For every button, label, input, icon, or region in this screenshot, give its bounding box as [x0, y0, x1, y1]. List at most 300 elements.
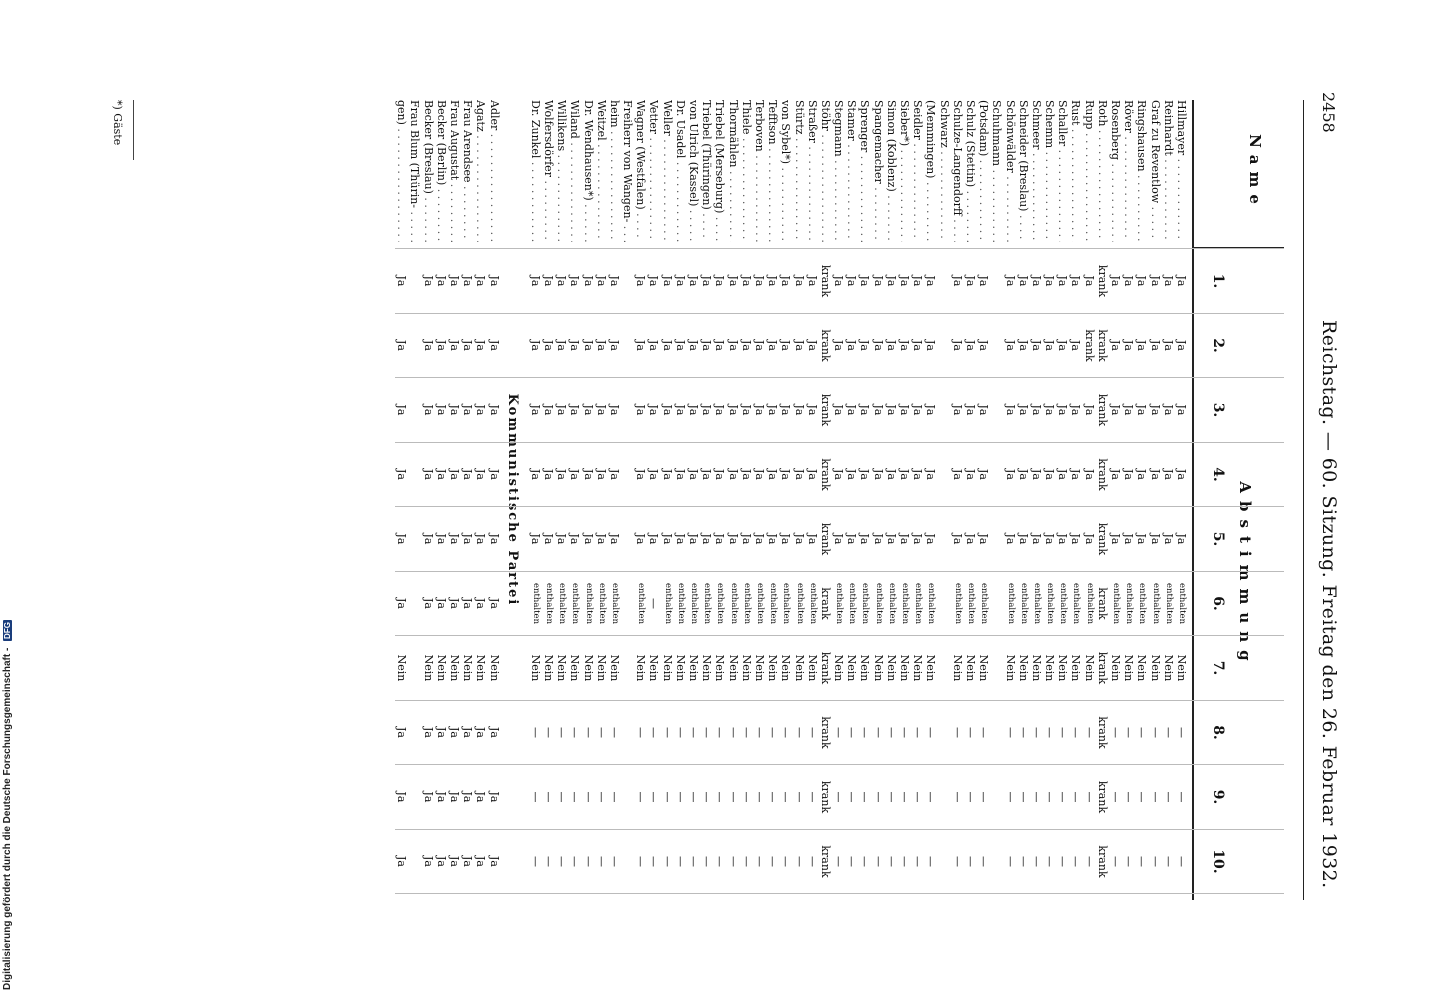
vote-cell: —	[898, 856, 912, 867]
vote-cell: Nein	[421, 654, 435, 682]
vote-cell: Nein	[1109, 654, 1123, 682]
vote-cell: Ja	[964, 533, 977, 545]
vote-number-2: 2.	[1210, 338, 1226, 353]
vote-cell: Ja	[700, 275, 714, 287]
digitization-credit	[0, 0, 20, 1000]
table-row	[898, 100, 911, 900]
member-name: Dr. Zunkel . . .	[529, 100, 542, 242]
table-row	[1096, 100, 1109, 900]
credit-text: Digitalisierung gefördert durch die Deutsche Forschungsgemeinschaft -	[2, 647, 13, 990]
vote-cell: —	[753, 856, 766, 867]
vote-cell: Ja	[871, 340, 885, 351]
member-name: Willikens . . .	[555, 100, 568, 242]
vote-cell: Ja	[461, 533, 475, 545]
vote-cell: Ja	[1029, 469, 1043, 480]
vote-cell: enthalten	[834, 582, 845, 625]
vote-cell: —	[753, 791, 766, 803]
vote-cell: Ja	[845, 533, 859, 545]
vote-cell: Nein	[1175, 654, 1188, 682]
vote-cell: Ja	[474, 340, 488, 351]
vote-cell: Ja	[1148, 340, 1162, 351]
vote-cell: Nein	[555, 654, 569, 682]
vote-cell: Ja	[977, 404, 991, 416]
vote-cell: krank	[1095, 587, 1109, 620]
vote-cell: Ja	[634, 533, 648, 545]
vote-cell: enthalten	[1005, 582, 1016, 625]
vote-cell: Ja	[395, 598, 409, 609]
vote-cell: Ja	[607, 340, 621, 351]
vote-cell: Ja	[434, 727, 448, 738]
vote-cell: Ja	[660, 275, 674, 287]
vote-cell: Ja	[871, 404, 885, 416]
vote-cell: —	[647, 856, 661, 867]
vote-cell: —	[673, 727, 687, 738]
vote-cell: —	[845, 791, 859, 803]
table-row	[713, 100, 726, 900]
member-name: Schemm . . .	[1043, 100, 1056, 242]
member-name: Tefftson . . .	[766, 100, 779, 242]
vote-cell: Ja	[487, 727, 501, 738]
vote-cell: Ja	[542, 469, 555, 480]
vote-cell: Ja	[1161, 533, 1175, 545]
vote-cell: Ja	[713, 340, 727, 351]
vote-cell: —	[964, 791, 977, 803]
member-name: Weitzel . . .	[595, 100, 608, 242]
vote-cell: Ja	[434, 856, 448, 867]
vote-cell: enthalten	[979, 582, 990, 625]
member-name: Dr. Wendhausen*) . . .	[581, 100, 594, 242]
vote-cell: Ja	[898, 404, 912, 416]
vote-cell: krank	[1095, 329, 1109, 362]
vote-cell: enthalten	[966, 582, 976, 625]
vote-cell: Ja	[542, 340, 555, 351]
member-name: Thiele . . .	[740, 100, 753, 242]
vote-cell: —	[805, 727, 819, 738]
table-row	[448, 100, 461, 900]
vote-cell: Ja	[911, 469, 925, 480]
vote-cell: Nein	[660, 654, 674, 682]
vote-number-1: 1.	[1210, 273, 1226, 289]
header-bottom-rule	[1192, 100, 1194, 900]
vote-cell: Nein	[673, 654, 687, 682]
member-name: Triebel (Merseburg) . . .	[713, 100, 726, 242]
vote-cell: Ja	[779, 404, 793, 416]
vote-cell: Nein	[647, 654, 661, 682]
vote-cell: Nein	[1161, 654, 1175, 682]
vote-cell: —	[634, 727, 648, 738]
vote-cell: Ja	[700, 340, 714, 351]
vote-cell: —	[1109, 856, 1123, 867]
vote-cell: —	[1056, 727, 1070, 738]
table-row	[542, 100, 555, 900]
vote-cell: Ja	[607, 469, 621, 480]
member-name: Straßer . . .	[806, 100, 819, 242]
vote-cell: —	[739, 856, 753, 867]
vote-cell: enthalten	[583, 582, 594, 625]
vote-cell: enthalten	[662, 582, 673, 625]
vote-cell: —	[581, 856, 595, 867]
vote-number-7: 7.	[1210, 660, 1226, 676]
vote-cell: —	[634, 856, 648, 867]
vote-cell: Nein	[726, 654, 740, 682]
vote-cell: Ja	[687, 404, 701, 416]
column-divider	[395, 571, 1284, 572]
vote-cell: Ja	[448, 275, 462, 287]
table-row	[647, 100, 660, 900]
vote-cell: Ja	[884, 340, 898, 351]
vote-cell: Ja	[1043, 340, 1057, 351]
vote-cell: Ja	[1029, 275, 1043, 287]
vote-cell: —	[924, 856, 938, 867]
vote-cell: enthalten	[557, 582, 568, 625]
vote-cell: —	[700, 727, 714, 738]
vote-number-5: 5.	[1210, 531, 1226, 547]
vote-cell: —	[607, 727, 621, 738]
table-row	[568, 100, 581, 900]
vote-cell: Ja	[581, 469, 595, 480]
vote-cell: Nein	[753, 654, 766, 682]
vote-cell: Ja	[911, 340, 925, 351]
vote-cell: enthalten	[768, 582, 779, 625]
vote-cell: Ja	[673, 469, 687, 480]
vote-cell: Nein	[884, 654, 898, 682]
vote-cell: Ja	[647, 533, 661, 545]
vote-cell: krank	[818, 651, 832, 685]
vote-cell: Ja	[594, 404, 608, 416]
table-row	[792, 100, 805, 900]
vote-cell: Ja	[1082, 469, 1096, 480]
vote-cell: krank	[1095, 845, 1109, 878]
member-name: Graf zu Reventlow . . .	[1148, 100, 1161, 242]
vote-cell: enthalten	[530, 582, 541, 625]
vote-cell: Ja	[395, 340, 409, 351]
table-row	[1003, 100, 1016, 900]
table-row	[819, 100, 832, 900]
vote-number-3: 3.	[1210, 402, 1226, 418]
member-name: von Sybel*) . . .	[779, 100, 792, 242]
vote-cell: Ja	[805, 340, 819, 351]
vote-cell: —	[977, 791, 991, 803]
vote-cell: Ja	[1016, 340, 1030, 351]
vote-cell: Ja	[1082, 404, 1096, 416]
vote-cell: enthalten	[636, 582, 647, 625]
vote-cell: enthalten	[689, 582, 700, 625]
vote-cell: krank	[818, 845, 832, 878]
vote-cell: enthalten	[873, 582, 884, 625]
vote-cell: —	[1003, 791, 1017, 803]
vote-cell: Ja	[832, 275, 846, 287]
vote-cell: —	[779, 791, 793, 803]
vote-cell: Ja	[1069, 340, 1083, 351]
vote-cell: Ja	[1135, 533, 1149, 545]
vote-cell: Nein	[1148, 654, 1162, 682]
table-row	[1162, 100, 1175, 900]
vote-cell: —	[542, 856, 555, 867]
vote-cell: krank	[818, 393, 832, 427]
vote-cell: —	[805, 791, 819, 803]
member-name: Schwarz . . .	[937, 100, 950, 242]
party-section-title: Kommunistische Partei	[504, 393, 520, 607]
vote-cell: Ja	[1135, 404, 1149, 416]
vote-cell: Ja	[700, 404, 714, 416]
page-header	[1310, 0, 1350, 1000]
vote-cell: enthalten	[900, 582, 911, 625]
member-name: Rosenberg . . .	[1109, 100, 1122, 242]
name-column-header: Name	[1246, 134, 1264, 211]
table-row	[634, 100, 647, 900]
vote-cell: Nein	[713, 654, 727, 682]
vote-cell: Ja	[753, 340, 766, 351]
vote-number-10: 10.	[1210, 849, 1226, 874]
member-name: Rust . . .	[1069, 100, 1082, 242]
vote-cell: Ja	[474, 469, 488, 480]
vote-cell: Ja	[434, 404, 448, 416]
vote-cell: Ja	[1122, 404, 1136, 416]
vote-cell: —	[884, 856, 898, 867]
vote-cell: Ja	[487, 340, 501, 351]
vote-cell: Ja	[950, 340, 964, 351]
member-name: Sprenger . . .	[858, 100, 871, 242]
vote-cell: Ja	[884, 404, 898, 416]
vote-cell: —	[647, 791, 661, 803]
vote-cell: krank	[1095, 716, 1109, 749]
vote-cell: Ja	[805, 469, 819, 480]
vote-cell: Ja	[1043, 404, 1057, 416]
vote-cell: Ja	[739, 533, 753, 545]
vote-cell: Ja	[726, 533, 740, 545]
column-divider	[395, 829, 1284, 830]
vote-cell: Ja	[950, 533, 964, 545]
vote-cell: Nein	[474, 654, 488, 682]
member-name: Stürtz . . .	[792, 100, 805, 242]
vote-cell: Ja	[964, 404, 977, 416]
member-name: Triebel (Thüringen) . . .	[700, 100, 713, 242]
vote-cell: enthalten	[860, 582, 871, 625]
vote-cell: enthalten	[847, 582, 858, 625]
vote-cell: Nein	[634, 654, 648, 682]
column-divider	[395, 764, 1284, 765]
vote-cell: Ja	[779, 469, 793, 480]
vote-cell: Ja	[421, 727, 435, 738]
vote-cell: Ja	[687, 275, 701, 287]
vote-cell: Ja	[713, 533, 727, 545]
vote-cell: Ja	[542, 404, 555, 416]
vote-cell: —	[528, 791, 542, 803]
table-row	[595, 100, 608, 900]
vote-cell: —	[1069, 856, 1083, 867]
footnote-rule	[133, 100, 134, 160]
table-row	[1069, 100, 1082, 900]
vote-cell: —	[594, 856, 608, 867]
vote-cell: Ja	[1016, 404, 1030, 416]
vote-cell: krank	[1095, 393, 1109, 427]
vote-cell: Ja	[542, 533, 555, 545]
member-name: Dr. Usadel . . .	[674, 100, 687, 242]
vote-number-4: 4.	[1210, 467, 1226, 482]
vote-cell: Ja	[845, 275, 859, 287]
vote-cell: Ja	[528, 340, 542, 351]
member-name: (Potsdam) . . .	[977, 100, 990, 242]
vote-cell: Ja	[792, 533, 806, 545]
vote-cell: Ja	[634, 469, 648, 480]
vote-cell: Ja	[964, 469, 977, 480]
column-divider	[395, 442, 1284, 443]
vote-cell: —	[542, 791, 555, 803]
vote-cell: Ja	[792, 340, 806, 351]
vote-cell: enthalten	[1071, 582, 1082, 625]
vote-cell: enthalten	[1163, 582, 1174, 625]
table-row	[806, 100, 819, 900]
vote-cell: Ja	[434, 598, 448, 609]
vote-cell: Nein	[448, 654, 462, 682]
vote-cell: Ja	[542, 275, 555, 287]
vote-cell: krank	[1095, 651, 1109, 685]
vote-cell: —	[871, 727, 885, 738]
vote-cell: Ja	[673, 340, 687, 351]
vote-cell: Ja	[421, 404, 435, 416]
vote-cell: enthalten	[1137, 582, 1148, 625]
member-name: Stegmann . . .	[832, 100, 845, 242]
vote-cell: Ja	[950, 469, 964, 480]
vote-cell: Ja	[1069, 275, 1083, 287]
vote-cell: —	[739, 727, 753, 738]
running-title: Reichstag. — 60. Sitzung. Freitag den 26. Februar 1932.	[1318, 320, 1340, 889]
vote-cell: Ja	[898, 533, 912, 545]
member-name: Agatz . . .	[474, 100, 487, 242]
table-body	[395, 100, 1188, 900]
vote-cell: Nein	[924, 654, 938, 682]
vote-cell: Ja	[753, 469, 766, 480]
member-name: Reinhardt . . .	[1162, 100, 1175, 242]
member-name: Frau Augustat . . .	[448, 100, 461, 242]
vote-cell: Ja	[753, 275, 766, 287]
member-name: Terboven . . .	[753, 100, 766, 242]
vote-cell: —	[911, 856, 925, 867]
vote-cell: Ja	[1029, 404, 1043, 416]
vote-number-6: 6.	[1210, 596, 1226, 611]
vote-cell: krank	[818, 780, 832, 814]
vote-cell: Ja	[581, 275, 595, 287]
vote-cell: Nein	[542, 654, 555, 682]
member-name: Seidler . . .	[911, 100, 924, 242]
vote-cell: Ja	[792, 404, 806, 416]
vote-cell: —	[528, 856, 542, 867]
vote-cell: Nein	[1069, 654, 1083, 682]
vote-cell: Ja	[647, 469, 661, 480]
vote-cell: Ja	[1122, 340, 1136, 351]
vote-cell: Ja	[1029, 533, 1043, 545]
vote-cell: enthalten	[1058, 582, 1069, 625]
vote-cell: enthalten	[1177, 582, 1187, 625]
vote-cell: Ja	[779, 340, 793, 351]
member-name: Thormählen . . .	[726, 100, 739, 242]
vote-cell: Nein	[964, 654, 977, 682]
vote-cell: enthalten	[715, 582, 726, 625]
vote-cell: Ja	[673, 404, 687, 416]
vote-cell: Ja	[845, 469, 859, 480]
vote-cell: Ja	[474, 404, 488, 416]
vote-cell: Ja	[1175, 533, 1188, 545]
table-row	[474, 100, 487, 900]
vote-cell: —	[858, 856, 872, 867]
vote-cell: Nein	[1135, 654, 1149, 682]
vote-cell: Ja	[421, 791, 435, 803]
vote-cell: —	[1029, 727, 1043, 738]
vote-cell: Ja	[395, 727, 409, 738]
vote-cell: Ja	[555, 404, 569, 416]
vote-cell: Ja	[1056, 404, 1070, 416]
table-row	[753, 100, 766, 900]
vote-cell: —	[555, 856, 569, 867]
vote-cell: Ja	[1161, 275, 1175, 287]
vote-cell: Ja	[607, 275, 621, 287]
table-row	[1043, 100, 1056, 900]
member-name: Frau Arendsee . . .	[461, 100, 474, 242]
vote-cell: Ja	[528, 404, 542, 416]
vote-cell: —	[1122, 727, 1136, 738]
vote-cell: —	[766, 856, 780, 867]
vote-cell: Ja	[832, 469, 846, 480]
vote-cell: Nein	[858, 654, 872, 682]
vote-cell: Ja	[713, 469, 727, 480]
vote-cell: —	[977, 856, 991, 867]
vote-cell: Nein	[792, 654, 806, 682]
vote-cell: —	[1161, 791, 1175, 803]
member-name: Schönwälder . . .	[1003, 100, 1016, 242]
vote-cell: krank	[1095, 522, 1109, 556]
vote-cell: Nein	[845, 654, 859, 682]
vote-cell: Ja	[421, 598, 435, 609]
vote-cell: Ja	[1003, 469, 1017, 480]
vote-cell: Ja	[766, 340, 780, 351]
table-row	[990, 100, 1003, 900]
vote-cell: Ja	[395, 856, 409, 867]
vote-cell: Ja	[474, 533, 488, 545]
vote-cell: Ja	[832, 340, 846, 351]
vote-cell: —	[1003, 856, 1017, 867]
vote-cell: enthalten	[886, 582, 897, 625]
vote-cell: Ja	[753, 533, 766, 545]
vote-cell: Nein	[739, 654, 753, 682]
vote-cell: Ja	[528, 469, 542, 480]
vote-cell: Ja	[1016, 275, 1030, 287]
table-row	[858, 100, 871, 900]
vote-cell: —	[700, 791, 714, 803]
vote-number-row	[1198, 250, 1226, 900]
vote-cell: Nein	[1043, 654, 1057, 682]
vote-cell: —	[726, 791, 740, 803]
vote-cell: Ja	[779, 275, 793, 287]
vote-cell: Ja	[421, 533, 435, 545]
vote-cell: Ja	[555, 340, 569, 351]
vote-cell: —	[1148, 856, 1162, 867]
vote-cell: Ja	[713, 275, 727, 287]
vote-cell: krank	[1095, 264, 1109, 298]
member-name: Schaller . . .	[1056, 100, 1069, 242]
vote-cell: Ja	[858, 275, 872, 287]
member-name: von Ulrich (Kassel) . . .	[687, 100, 700, 242]
vote-cell: Ja	[461, 340, 475, 351]
vote-cell: enthalten	[675, 582, 686, 625]
vote-cell: Ja	[766, 533, 780, 545]
vote-cell: Ja	[487, 856, 501, 867]
vote-cell: enthalten	[741, 582, 752, 625]
vote-cell: enthalten	[1031, 582, 1042, 625]
vote-cell: Ja	[1122, 469, 1136, 480]
vote-cell: Ja	[1175, 404, 1188, 416]
member-name: Wiland . . .	[568, 100, 581, 242]
vote-cell: Ja	[568, 404, 582, 416]
